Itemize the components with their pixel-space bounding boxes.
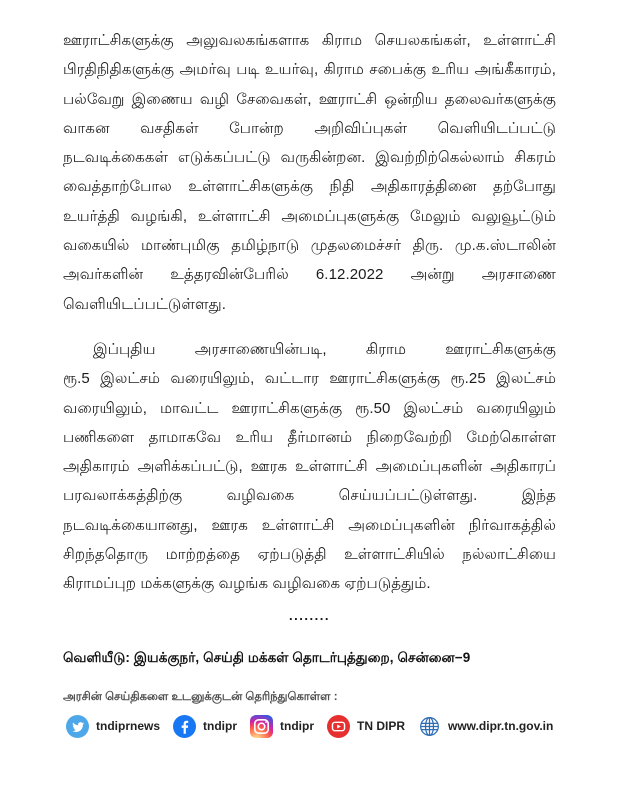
paragraph-line: அவர்களின் உத்தரவின்பேரில் 6.12.2022 அன்று அரசாணை	[63, 266, 556, 284]
follow-prompt: அரசின் செய்திகளை உடனுக்குடன் தெரிந்துகொள்ள :	[63, 690, 338, 703]
facebook-link[interactable]	[173, 715, 237, 738]
globe-icon	[418, 715, 441, 738]
instagram-icon	[250, 715, 273, 738]
youtube-icon	[327, 715, 350, 738]
section-end-dots: ........	[289, 607, 330, 623]
paragraph-line: வகையில் மாண்புமிகு தமிழ்நாடு முதலமைச்சர் திரு. மு.க.ஸ்டாலின்	[63, 237, 556, 255]
twitter-handle: tndiprnews	[96, 719, 161, 734]
paragraph-1	[63, 26, 556, 319]
paragraph-line: இப்புதிய அரசாணையின்படி, கிராம ஊராட்சிகளுக்கு	[93, 340, 556, 358]
paragraph-line: வெளியிடப்பட்டுள்ளது.	[63, 295, 227, 313]
social-media-row	[63, 715, 556, 738]
publisher-line: வெளியீடு: இயக்குநர், செய்தி மக்கள் தொடர்புத்துறை, சென்னை−9	[63, 649, 471, 665]
paragraph-line: சிறந்ததொரு மாற்றத்தை ஏற்படுத்தி உள்ளாட்சியில் நல்லாட்சியை	[63, 546, 556, 564]
paragraph-line: பிரதிநிதிகளுக்கு அமர்வு படி உயர்வு, கிராம சபைக்கு உரிய அங்கீகாரம்,	[63, 61, 556, 79]
paragraph-line: பல்வேறு இணைய வழி சேவைகள், ஊராட்சி ஒன்றிய தலைவர்களுக்கு	[63, 90, 556, 108]
paragraph-line: வரையிலும், மாவட்ட ஊராட்சிகளுக்கு ரூ.50 இலட்சம் வரையிலும்	[63, 399, 556, 417]
youtube-link[interactable]	[327, 715, 405, 738]
website-url: www.dipr.tn.gov.in	[448, 719, 554, 734]
paragraph-line: பணிகளை தாமாகவே உரிய தீர்மானம் நிறைவேற்றி மேற்கொள்ள	[63, 428, 556, 446]
paragraph-line: நடவடிக்கையானது, ஊரக உள்ளாட்சி அமைப்புகளின் நிர்வாகத்தில்	[63, 516, 556, 534]
facebook-handle: tndipr	[203, 719, 238, 734]
paragraph-line: ரூ.5 இலட்சம் வரையிலும், வட்டார ஊராட்சிகளுக்கு ரூ.25 இலட்சம்	[63, 370, 556, 388]
website-link[interactable]	[418, 715, 553, 738]
paragraph-2	[63, 335, 556, 599]
youtube-handle: TN DIPR	[357, 719, 406, 734]
paragraph-line: ஊராட்சிகளுக்கு அலுவலகங்களாக கிராம செயலகங்கள், உள்ளாட்சி	[63, 32, 556, 49]
facebook-icon	[173, 715, 196, 738]
paragraph-line: நடவடிக்கைகள் எடுக்கப்பட்டு வருகின்றன. இவற்றிற்கெல்லாம் சிகரம்	[63, 149, 556, 167]
twitter-icon	[66, 715, 89, 738]
twitter-link[interactable]	[66, 715, 160, 738]
paragraph-line: உயர்த்தி வழங்கி, உள்ளாட்சி அமைப்புகளுக்கு மேலும் வலுவூட்டும்	[63, 207, 556, 225]
instagram-handle: tndipr	[280, 719, 315, 734]
instagram-link[interactable]	[250, 715, 314, 738]
paragraph-line: கிராமப்புற மக்களுக்கு வழங்க வழிவகை ஏற்படுத்தும்.	[63, 575, 431, 593]
paragraph-line: பரவலாக்கத்திற்கு வழிவகை செய்யப்பட்டுள்ளது. இந்த	[63, 487, 556, 505]
paragraph-line: அதிகாரம் அளிக்கப்பட்டு, ஊரக உள்ளாட்சி அமைப்புகளின் அதிகாரப்	[63, 458, 556, 476]
paragraph-line: வைத்தாற்போல உள்ளாட்சிகளுக்கு நிதி அதிகாரத்தினை தற்போது	[63, 178, 556, 196]
paragraph-line: வாகன வசதிகள் போன்ற அறிவிப்புகள் வெளியிடப்பட்டு	[63, 119, 556, 137]
